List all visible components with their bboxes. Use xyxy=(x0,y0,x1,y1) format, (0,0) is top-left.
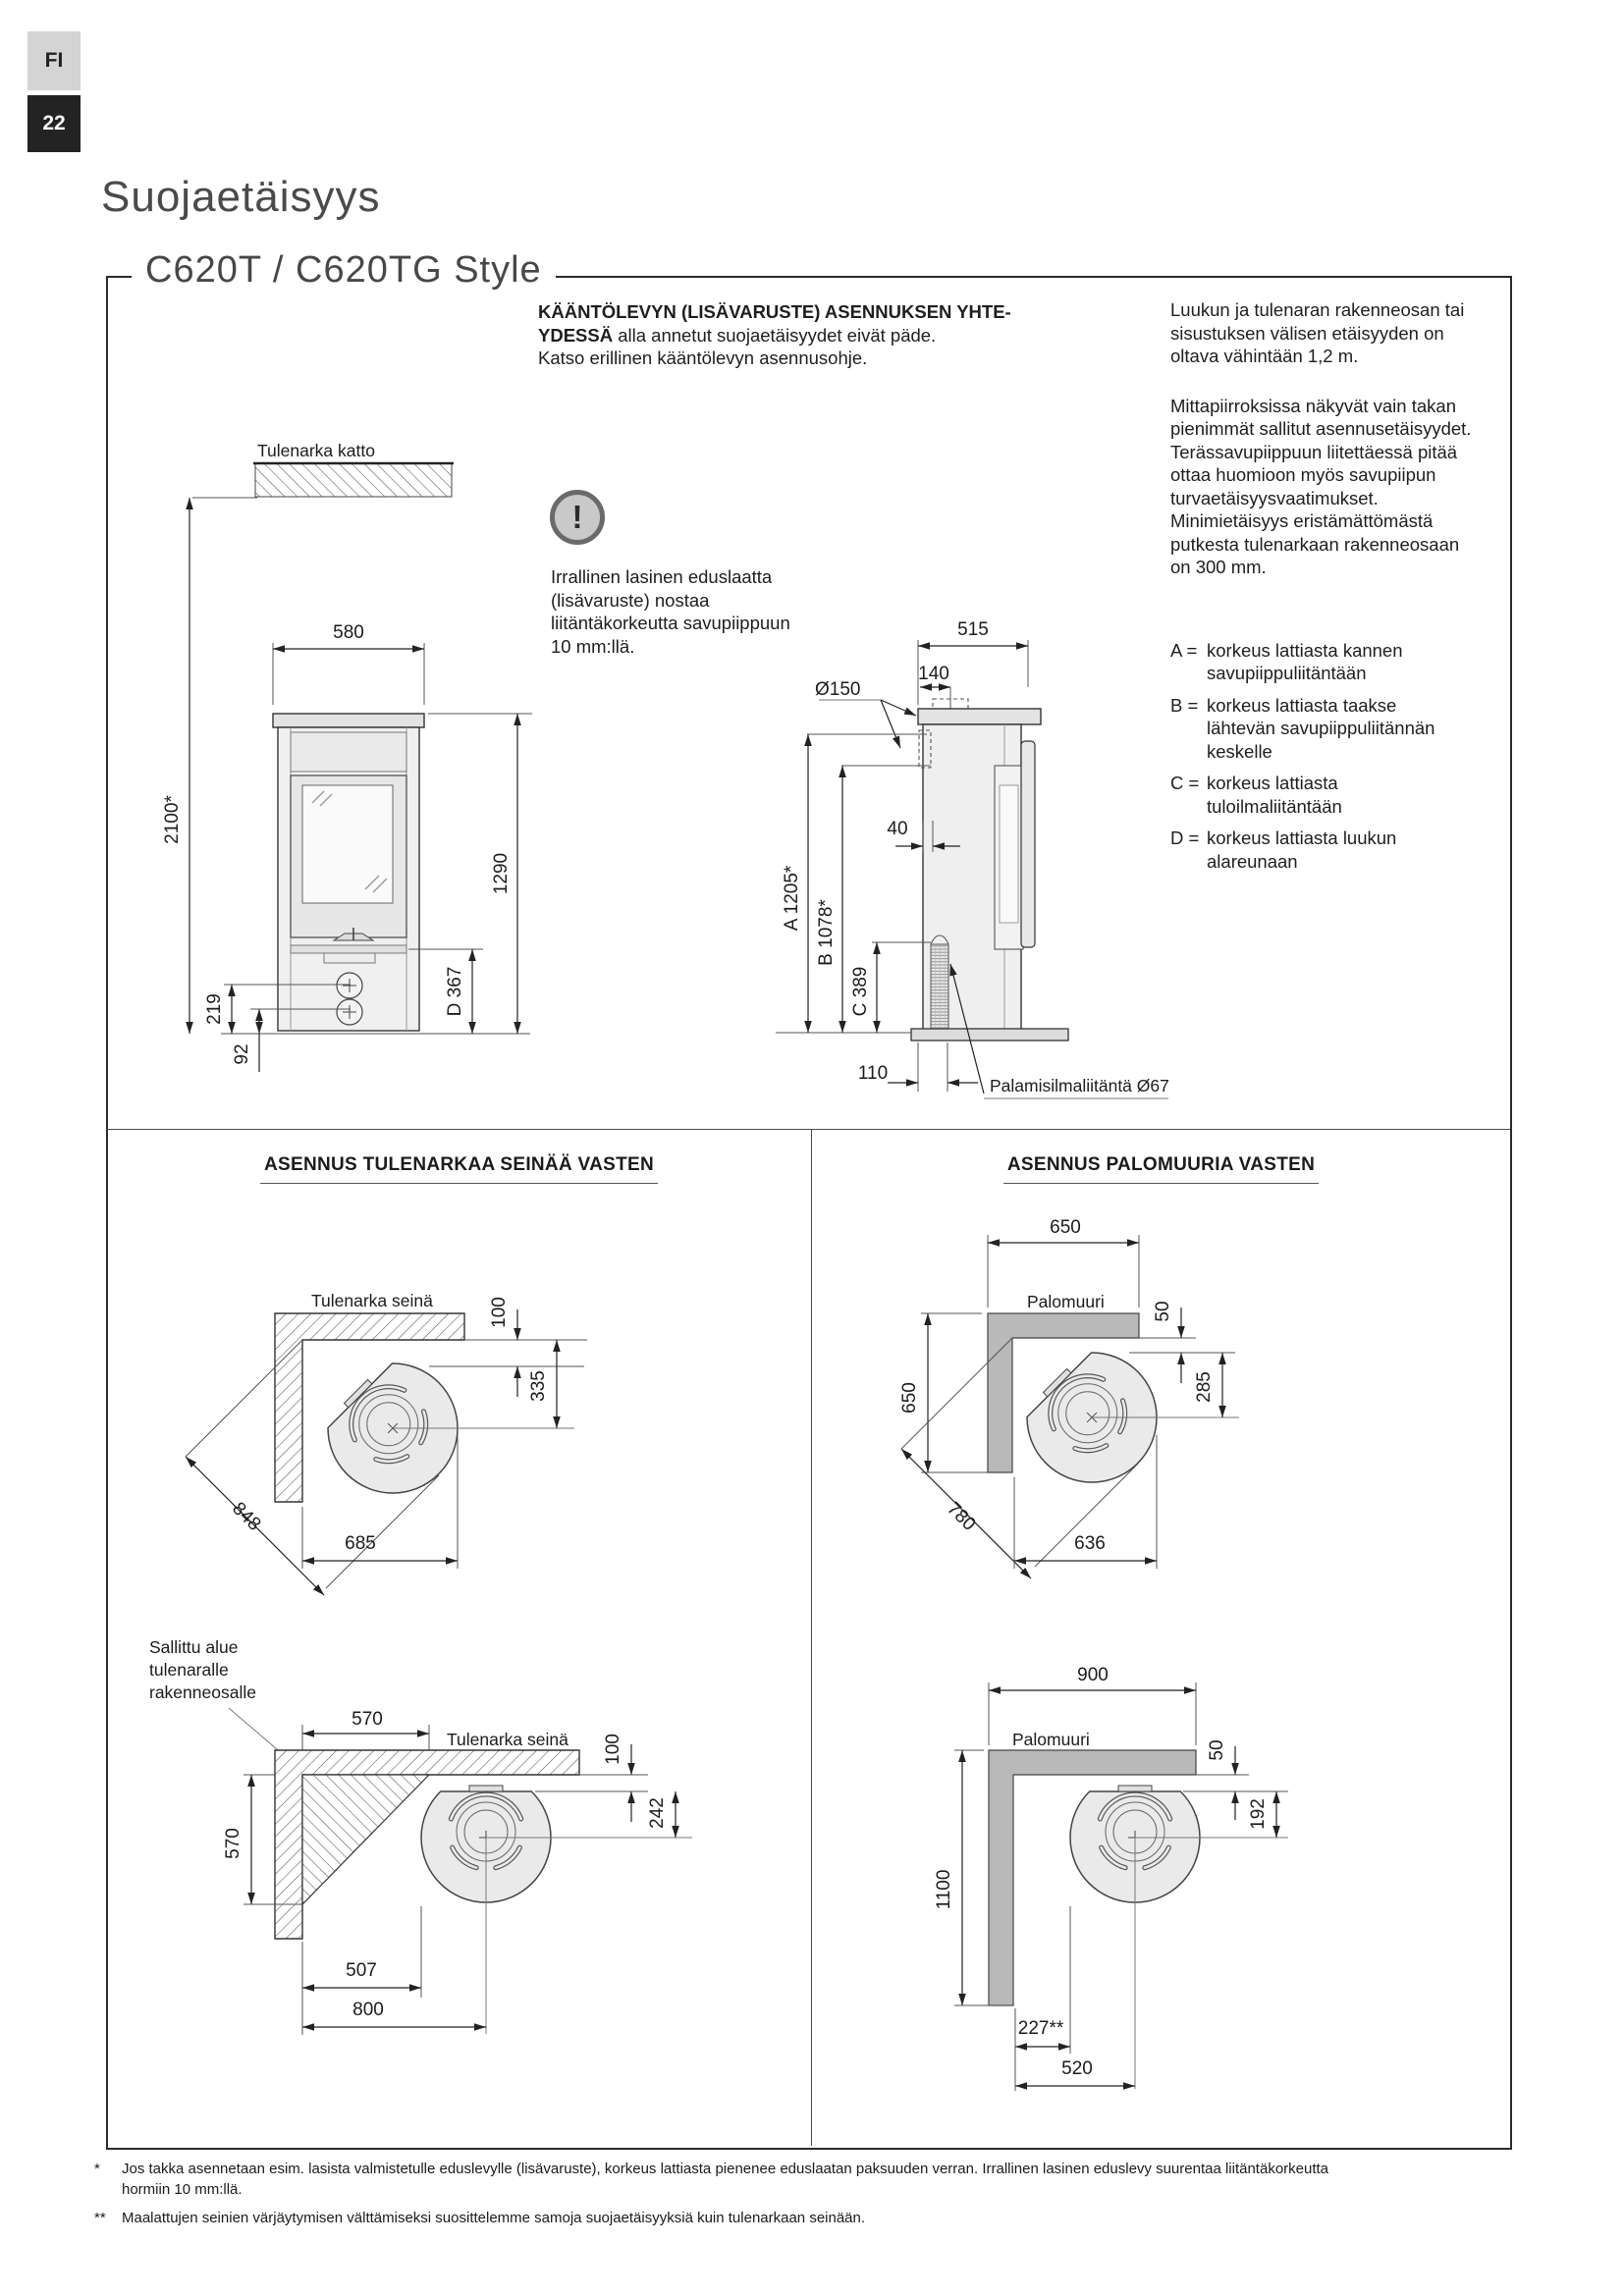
dim-front: 636 xyxy=(1074,1533,1106,1554)
page-title: Suojaetäisyys xyxy=(101,173,381,221)
ceiling-label: Tulenarka katto xyxy=(257,441,375,460)
model-section-title: C620T / C620TG Style xyxy=(132,249,556,292)
stove-top-view xyxy=(310,1346,485,1521)
footnote-2 xyxy=(94,2208,1489,2228)
front-view-diagram xyxy=(137,422,550,1080)
footnote-1 xyxy=(94,2159,1489,2200)
door-distance-paragraph: Luukun ja tulenaran rakenneosan tai sisustuksen välisen etäisyyden on oltava vähintään 1,2 m. xyxy=(1170,299,1465,366)
legend-item-b xyxy=(1170,694,1480,764)
dim-total-height: 2100* xyxy=(162,795,183,844)
horizontal-divider xyxy=(106,1129,1510,1130)
page-number-badge: 22 xyxy=(27,95,81,152)
header-text: ASENNUS PALOMUURIA VASTEN xyxy=(1003,1154,1319,1184)
legend-item-a xyxy=(1170,639,1480,685)
warning-icon: ! xyxy=(550,490,605,545)
legend-key: C = xyxy=(1170,773,1200,793)
footnote-text: Jos takka asennetaan esim. lasista valmistetulle eduslevylle (lisävaruste), korkeus lattiasta pienenee eduslaatan paksuuden verran. Irrallinen lasinen eduslevy suurentaa liitäntäkorkeutta xyxy=(122,2161,1329,2177)
dim-door-bottom: D 367 xyxy=(445,966,465,1017)
combustion-air-label: Palamisilmaliitäntä Ø67 xyxy=(990,1076,1169,1095)
dim-diagonal: 848 xyxy=(228,1498,265,1535)
stove-top-view xyxy=(1009,1335,1184,1510)
dim-flue-offset: 140 xyxy=(918,664,949,684)
wall-label: Tulenarka seinä xyxy=(447,1730,568,1749)
dim-rear-gap: 40 xyxy=(887,819,908,839)
dim-left: 1100 xyxy=(934,1869,954,1910)
straight-firewall-diagram xyxy=(864,1664,1326,2110)
dim-gap: 100 xyxy=(603,1734,623,1765)
allowed-area-label: Sallittu alue xyxy=(149,1637,239,1657)
dim-left: 570 xyxy=(223,1828,244,1859)
side-view-diagram xyxy=(727,550,1198,1119)
dim-depth: 515 xyxy=(957,619,989,640)
wall-label: Tulenarka seinä xyxy=(311,1291,433,1310)
section-header-flammable-wall xyxy=(106,1154,812,1184)
dim-top: 900 xyxy=(1077,1665,1109,1685)
dim-top-to-center: 192 xyxy=(1248,1798,1269,1830)
dim-top: 650 xyxy=(1050,1217,1081,1238)
right-text-column xyxy=(1170,298,1480,881)
corner-firewall-diagram xyxy=(864,1212,1326,1625)
dim-width: 580 xyxy=(333,622,364,643)
stove-front xyxy=(273,714,424,1031)
dim-diagonal: 780 xyxy=(943,1498,980,1535)
drawings-paragraph: Mittapiirroksissa näkyvät vain takan pienimmät sallitut asennusetäisyydet. Terässavupiippuun liitettäessä pitää ottaa huomioon myös savupiipun turvaetäisyysvaatimukset. Minimietäisyys eristämättömästä putkesta tulenarkaan rakenneosaan on 300 mm. xyxy=(1170,395,1472,577)
footnote-marker: * xyxy=(94,2161,100,2177)
section-header-firewall xyxy=(812,1154,1510,1184)
dim-b: B 1078* xyxy=(816,899,837,966)
allowed-area-label: rakenneosalle xyxy=(149,1682,256,1702)
stove-side xyxy=(911,699,1068,1041)
legend-key: D = xyxy=(1170,828,1200,848)
note-line-rest: alla annetut suojaetäisyydet eivät päde. xyxy=(613,324,937,346)
swivel-plate-note xyxy=(538,300,1029,370)
legend-item-c xyxy=(1170,772,1480,818)
allowed-area-label: tulenaralle xyxy=(149,1660,229,1680)
legend-item-d xyxy=(1170,827,1480,873)
dim-c: C 389 xyxy=(850,966,871,1017)
dim-top-to-center: 285 xyxy=(1194,1371,1215,1403)
dim-to-center: 800 xyxy=(352,2000,384,2020)
dim-gap: 50 xyxy=(1153,1301,1173,1322)
note-line-bold: YDESSÄ xyxy=(538,324,614,346)
dim-wall-to-center: 335 xyxy=(528,1370,549,1402)
ceiling xyxy=(253,463,454,497)
note-line: KÄÄNTÖLEVYN (LISÄVARUSTE) ASENNUKSEN YHTE- xyxy=(538,301,1011,322)
dim-air-offset: 110 xyxy=(857,1063,889,1084)
header-text: ASENNUS TULENARKAA SEINÄÄ VASTEN xyxy=(260,1154,658,1184)
glass-plate-note: Irrallinen lasinen eduslaatta (lisävaruste) nostaa liitäntäkorkeutta savupiippuun 10 mm:llä. xyxy=(551,566,790,657)
dim-gap: 100 xyxy=(489,1297,510,1328)
dim-flue-dia: Ø150 xyxy=(815,679,861,700)
legend-text: korkeus lattiasta kannen savupiippuliitäntään xyxy=(1207,639,1403,683)
footnote-text: Maalattujen seinien värjäytymisen välttämiseksi suosittelemme samoja suojaetäisyyksiä kuin tulenarkaan seinään. xyxy=(122,2210,866,2226)
dim-knob-lower: 92 xyxy=(232,1043,252,1065)
dim-top-to-center: 242 xyxy=(647,1797,668,1829)
legend-text: korkeus lattiasta taakse lähtevän savupiippuliitännän keskelle xyxy=(1207,694,1435,762)
dim-knob-upper: 219 xyxy=(204,993,225,1025)
dim-stove-height: 1290 xyxy=(491,852,512,895)
language-badge: FI xyxy=(27,31,81,90)
legend-text: korkeus lattiasta luukun alareunaan xyxy=(1207,828,1397,872)
dim-a: A 1205* xyxy=(782,865,802,932)
allowed-area-diagram xyxy=(137,1620,707,2110)
note-line: Katso erillinen kääntölevyn asennusohje. xyxy=(538,347,868,368)
dim-front: 507 xyxy=(346,1960,377,1981)
corner-flammable-diagram xyxy=(147,1266,658,1629)
dim-left: 650 xyxy=(899,1382,920,1414)
dim-to-center: 520 xyxy=(1061,2058,1093,2079)
legend-key: B = xyxy=(1170,694,1199,716)
dim-front: 227** xyxy=(1017,2018,1064,2039)
dim-gap: 50 xyxy=(1207,1739,1227,1761)
dim-top: 570 xyxy=(352,1709,383,1730)
legend-key: A = xyxy=(1170,639,1198,661)
allowed-area-triangle xyxy=(302,1775,429,1904)
vertical-divider xyxy=(811,1129,812,2146)
dim-front: 685 xyxy=(345,1533,376,1554)
footnote-text: hormiin 10 mm:llä. xyxy=(122,2181,243,2198)
wall-label: Palomuuri xyxy=(1027,1292,1105,1311)
footnote-marker: ** xyxy=(94,2210,106,2226)
legend-text: korkeus lattiasta tuloilmaliitäntään xyxy=(1207,773,1342,817)
wall-label: Palomuuri xyxy=(1012,1730,1090,1749)
